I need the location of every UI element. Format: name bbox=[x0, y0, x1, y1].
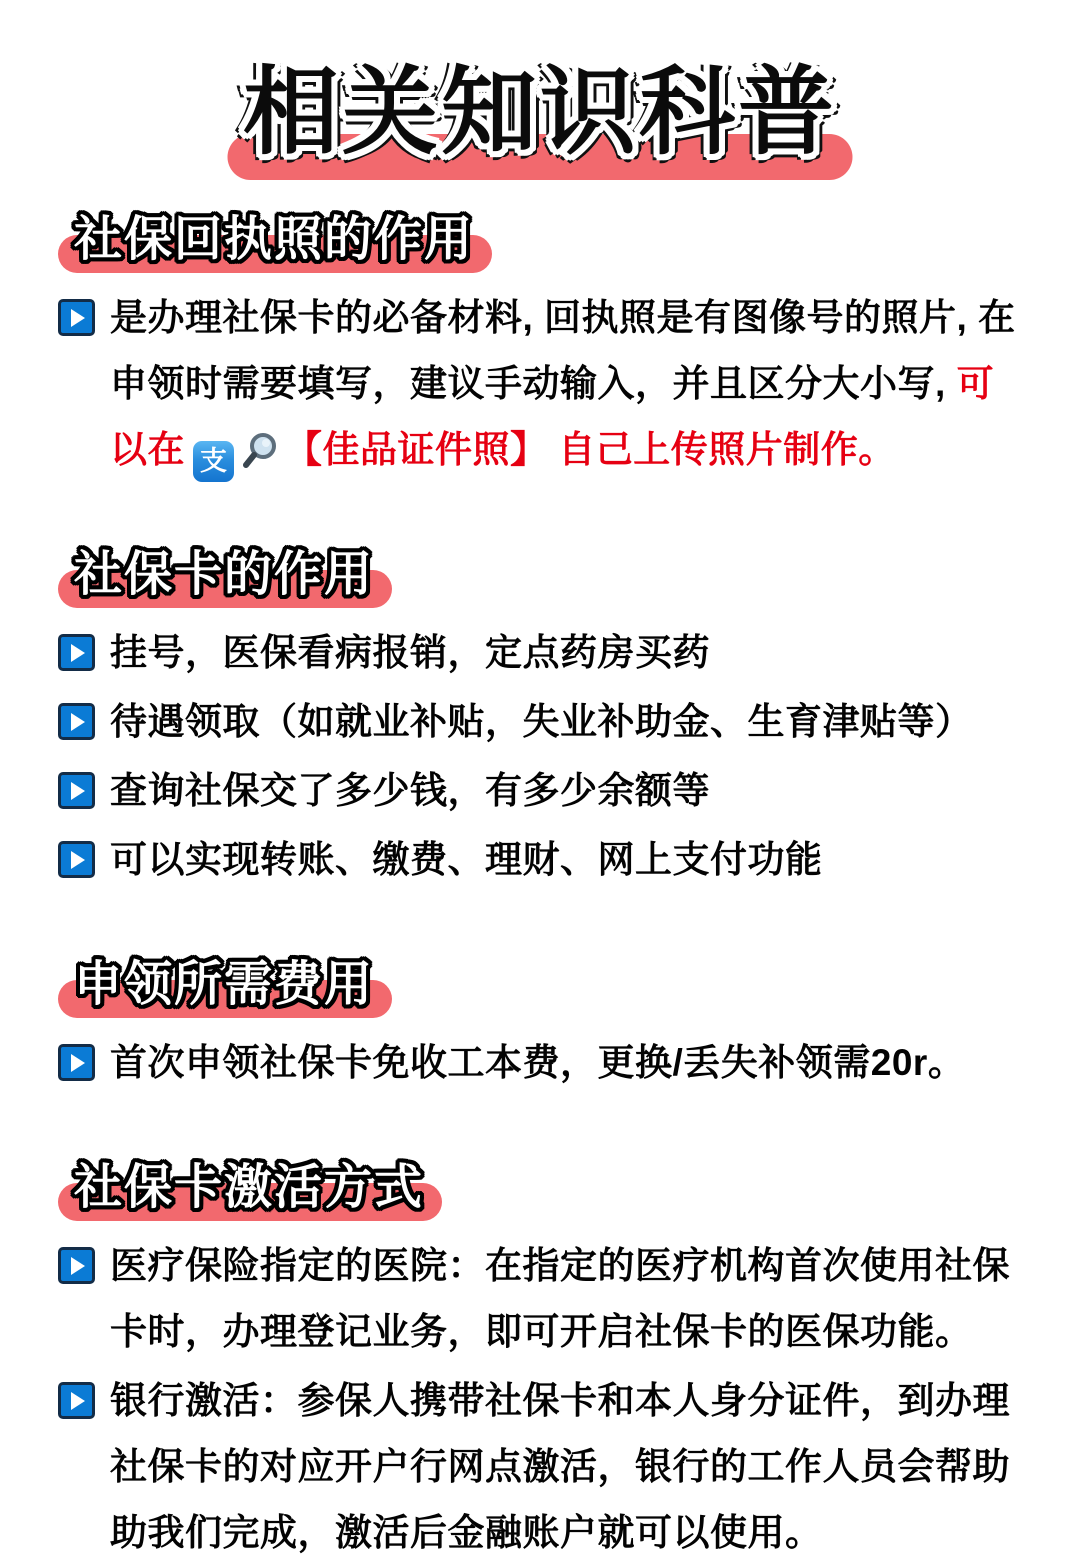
play-bullet-icon bbox=[58, 1044, 95, 1081]
play-bullet-icon bbox=[58, 772, 95, 809]
list-item bbox=[58, 1030, 1022, 1096]
paragraph-black-text: 是办理社保卡的必备材料, 回执照是有图像号的照片, 在申领时需要填写，建议手动输入，并且区分大小写, bbox=[110, 297, 1016, 404]
item-text bbox=[110, 285, 1022, 483]
paragraph-red-lead: 可以在 bbox=[110, 363, 995, 470]
section-heading: 社保卡激活方式 bbox=[74, 1161, 425, 1214]
play-bullet-icon bbox=[58, 634, 95, 671]
play-bullet-icon bbox=[58, 703, 95, 740]
play-bullet-icon bbox=[58, 299, 95, 336]
section-header bbox=[74, 200, 474, 269]
play-triangle bbox=[71, 782, 85, 800]
item-text: 医疗保险指定的医院：在指定的医疗机构首次使用社保卡时，办理登记业务，即可开启社保卡的医保功能。 bbox=[110, 1245, 1010, 1352]
section-activation bbox=[58, 1148, 1022, 1566]
list-item bbox=[58, 827, 1022, 893]
paragraph-red-rest: 【佳品证件照】 自己上传照片制作。 bbox=[285, 429, 896, 470]
section-header bbox=[74, 535, 374, 604]
list-item bbox=[58, 1233, 1022, 1365]
play-triangle bbox=[71, 851, 85, 869]
alipay-glyph: 支 bbox=[200, 446, 227, 476]
section-receipt-photo bbox=[58, 200, 1022, 483]
page-title bbox=[58, 36, 1022, 176]
page-title-text: 相关知识科普 bbox=[243, 59, 837, 166]
section-card-uses bbox=[58, 535, 1022, 893]
item-text: 银行激活：参保人携带社保卡和本人身分证件，到办理社保卡的对应开户行网点激活，银行的工作人员会帮助助我们完成，激活后金融账户就可以使用。 bbox=[110, 1380, 1010, 1553]
alipay-icon bbox=[193, 441, 234, 482]
item-text: 查询社保交了多少钱，有多少余额等 bbox=[110, 770, 710, 811]
list-item bbox=[58, 1368, 1022, 1566]
play-triangle bbox=[71, 1257, 85, 1275]
list-item bbox=[58, 689, 1022, 755]
section-header bbox=[74, 1148, 424, 1217]
play-triangle bbox=[71, 309, 85, 327]
play-triangle bbox=[71, 644, 85, 662]
list-item bbox=[58, 620, 1022, 686]
list-item bbox=[58, 285, 1022, 483]
play-triangle bbox=[71, 1054, 85, 1072]
magnifier-icon bbox=[241, 431, 281, 471]
play-triangle bbox=[71, 713, 85, 731]
play-bullet-icon bbox=[58, 841, 95, 878]
section-heading: 申领所需费用 bbox=[74, 958, 375, 1011]
item-text: 挂号，医保看病报销，定点药房买药 bbox=[110, 632, 710, 673]
section-header bbox=[74, 945, 374, 1014]
play-bullet-icon bbox=[58, 1247, 95, 1284]
play-bullet-icon bbox=[58, 1382, 95, 1419]
item-text: 可以实现转账、缴费、理财、网上支付功能 bbox=[110, 839, 823, 880]
item-text: 首次申领社保卡免收工本费，更换/丢失补领需20r。 bbox=[110, 1042, 966, 1083]
list-item bbox=[58, 758, 1022, 824]
item-text: 待遇领取（如就业补贴，失业补助金、生育津贴等） bbox=[110, 701, 973, 742]
section-heading: 社保回执照的作用 bbox=[74, 213, 475, 266]
section-heading: 社保卡的作用 bbox=[74, 548, 375, 601]
section-fees bbox=[58, 945, 1022, 1096]
play-triangle bbox=[71, 1392, 85, 1410]
